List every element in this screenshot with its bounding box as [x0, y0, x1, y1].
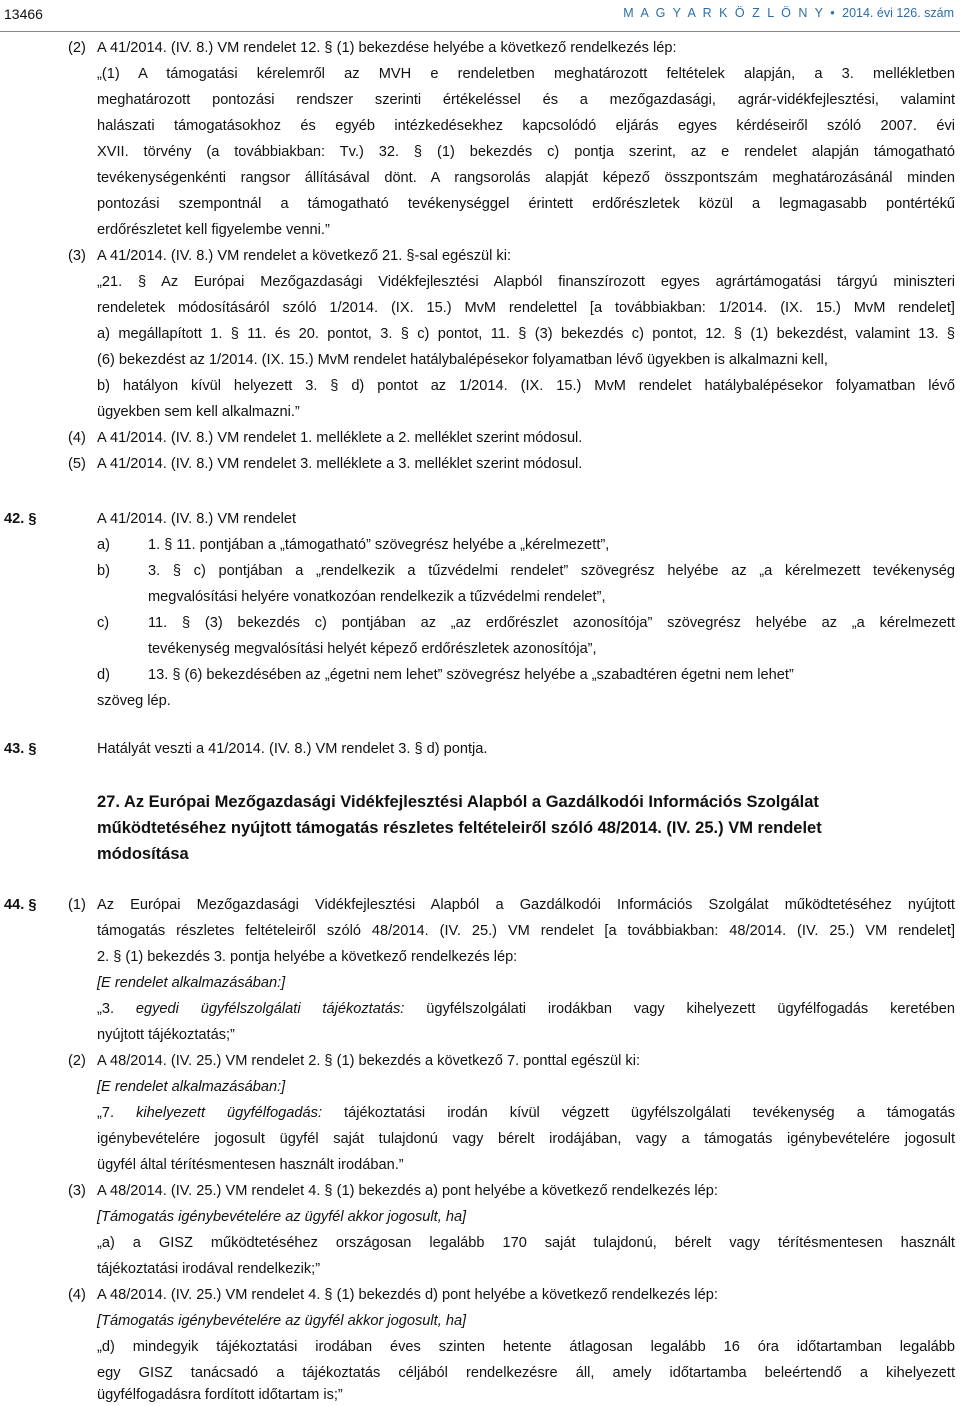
- quote-line: ügyekben sem kell alkalmazni.”: [97, 404, 300, 420]
- paragraph-number: (3): [68, 1183, 86, 1199]
- point-label: a): [97, 537, 110, 553]
- quote-line: ügyfél által térítésmentesen használt irodában.”: [97, 1157, 404, 1173]
- point-label: c): [97, 615, 110, 631]
- header-rule: [0, 31, 960, 32]
- quote-line: tájékoztatási irodával rendelkezik;”: [97, 1261, 321, 1277]
- page-header: [0, 0, 960, 26]
- point-text: 1. § 11. pontjában a „támogatható” szövegrész helyébe a „kérelmezett”,: [148, 537, 610, 553]
- quote-line: erdőrészletet kell figyelembe venni.”: [97, 222, 330, 238]
- header-bullet: •: [830, 6, 837, 20]
- section-number: 42. §: [4, 511, 37, 527]
- paragraph-number: (4): [68, 1287, 86, 1303]
- quote-line: ügyfélfogadásra fordított időtartam is;”: [97, 1387, 343, 1403]
- quote-line: meghatározott pontozási rendszer szerinti értékeléssel és a mezőgazdasági, agrár-vidékfejlesztési, valamint: [97, 92, 955, 108]
- quote-line: a) megállapított 1. § 11. és 20. pontot, 3. § c) pontot, 11. § (3) bekezdés c) pontot, 12. § (1) bekezdést, valamint 13. §: [97, 326, 955, 342]
- paragraph-text: támogatás részletes feltételeiről szóló 48/2014. (IV. 25.) VM rendelet [a továbbiakban: 48/2014. (IV. 25.) VM rendelet]: [97, 923, 955, 939]
- quote-line: rendeletek módosításáról szóló 1/2014. (IX. 15.) MvM rendelettel [a továbbiakban: 1/2014. (IX. 15.) MvM rendelet]: [97, 300, 955, 316]
- section-number: 43. §: [4, 741, 37, 757]
- chapter-title: működtetéséhez nyújtott támogatás részletes feltételeiről szóló 48/2014. (IV. 25.) VM rendelet: [97, 819, 822, 837]
- paragraph-text: A 41/2014. (IV. 8.) VM rendelet 12. § (1) bekezdése helyébe a következő rendelkezés lép:: [97, 40, 677, 56]
- point-text: megvalósítási helyére vonatkozóan rendelkezik a tűzvédelmi rendelet”,: [148, 589, 606, 605]
- quote-rest: ügyfélszolgálati irodákban vagy kihelyezett ügyfélfogadás keretében: [404, 1001, 955, 1017]
- defined-term: kihelyezett ügyfélfogadás:: [136, 1105, 322, 1121]
- quote-start: „3.: [97, 1001, 136, 1017]
- quote-line: egy GISZ tanácsadó a tájékoztatás céljából rendelkezésre áll, amely időtartamba beleértendő a kihelyezett: [97, 1365, 955, 1381]
- paragraph-number: (2): [68, 1053, 86, 1069]
- section-text: Hatályát veszti a 41/2014. (IV. 8.) VM rendelet 3. § d) pontja.: [97, 741, 488, 757]
- section-intro: A 41/2014. (IV. 8.) VM rendelet: [97, 511, 297, 527]
- point-text: 3. § c) pontjában a „rendelkezik a tűzvédelmi rendelet” szövegrész helyébe az „a kérelmezett tevékenység: [148, 563, 955, 579]
- page-number: 13466: [4, 6, 43, 22]
- quote-line: [97, 999, 955, 1019]
- paragraph-text: Az Európai Mezőgazdasági Vidékfejlesztési Alapból a Gazdálkodói Információs Szolgálat működtetéséhez nyújtott: [97, 897, 955, 913]
- paragraph-text: A 48/2014. (IV. 25.) VM rendelet 4. § (1) bekezdés d) pont helyébe a következő rendelkezés lép:: [97, 1287, 718, 1303]
- paragraph-number: (3): [68, 248, 86, 264]
- paragraph-number: (2): [68, 40, 86, 56]
- paragraph-text: A 41/2014. (IV. 8.) VM rendelet a következő 21. §-sal egészül ki:: [97, 248, 511, 264]
- paragraph-number: (5): [68, 456, 86, 472]
- context-note: [Támogatás igénybevételére az ügyfél akkor jogosult, ha]: [97, 1313, 467, 1329]
- point-text: 11. § (3) bekezdés c) pontjában az „az erdőrészlet azonosítója” szövegrész helyébe az „a kérelmezett: [148, 615, 955, 631]
- quote-line: „21. § Az Európai Mezőgazdasági Vidékfejlesztési Alapból finanszírozott egyes agrártámogatási tárgyú miniszteri: [97, 274, 955, 290]
- quote-line: XVII. törvény (a továbbiakban: Tv.) 32. § (1) bekezdés c) pontja szerint, az e rendelet alapján támogatható: [97, 144, 955, 160]
- point-text: szöveg lép.: [97, 693, 171, 709]
- quote-rest: tájékoztatási irodán kívül végzett ügyfélszolgálati tevékenység a támogatás: [322, 1105, 956, 1121]
- paragraph-text: A 48/2014. (IV. 25.) VM rendelet 2. § (1) bekezdés a következő 7. ponttal egészül ki:: [97, 1053, 640, 1069]
- publication-name: M A G Y A R K Ö Z L Ö N Y: [623, 6, 825, 20]
- quote-line: tevékenységenkénti rangsor állításával dönt. A rangsorolás alapját képező összpontszám meghatározásánál minden: [97, 170, 955, 186]
- point-label: d): [97, 667, 110, 683]
- issue-number: 2014. évi 126. szám: [842, 6, 954, 20]
- point-label: b): [97, 563, 110, 579]
- context-note: [E rendelet alkalmazásában:]: [97, 975, 286, 991]
- context-note: [Támogatás igénybevételére az ügyfél akkor jogosult, ha]: [97, 1209, 467, 1225]
- paragraph-number: (4): [68, 430, 86, 446]
- quote-line: igénybevételére jogosult ügyfél saját tulajdonú vagy bérelt irodájában, vagy a támogatás igénybevételére jogosult: [97, 1131, 955, 1147]
- publication-title: [623, 6, 954, 20]
- paragraph-text: A 48/2014. (IV. 25.) VM rendelet 4. § (1) bekezdés a) pont helyébe a következő rendelkezés lép:: [97, 1183, 718, 1199]
- paragraph-text: A 41/2014. (IV. 8.) VM rendelet 3. melléklete a 3. melléklet szerint módosul.: [97, 456, 583, 472]
- chapter-title: 27. Az Európai Mezőgazdasági Vidékfejlesztési Alapból a Gazdálkodói Információs Szolgálat: [97, 793, 819, 811]
- paragraph-number: (1): [68, 897, 86, 913]
- section-number: 44. §: [4, 897, 37, 913]
- quote-start: „7.: [97, 1105, 137, 1121]
- quote-line: nyújtott tájékoztatás;”: [97, 1027, 235, 1043]
- quote-line: „d) mindegyik tájékoztatási irodában éves szinten hetente átlagosan legalább 16 óra időtartamban legalább: [97, 1339, 955, 1355]
- paragraph-text: A 41/2014. (IV. 8.) VM rendelet 1. melléklete a 2. melléklet szerint módosul.: [97, 430, 583, 446]
- paragraph-text: 2. § (1) bekezdés 3. pontja helyébe a következő rendelkezés lép:: [97, 949, 518, 965]
- quote-line: halászati támogatásokhoz és egyéb intézkedésekhez kapcsolódó eljárás egyes kérdéseiről szóló 2007. évi: [97, 118, 955, 134]
- chapter-title: módosítása: [97, 845, 189, 863]
- quote-line: b) hatályon kívül helyezett 3. § d) pontot az 1/2014. (IX. 15.) MvM rendelet hatálybalépésekor folyamatban lévő: [97, 378, 955, 394]
- point-text: tevékenység megvalósítási helyét képező erdőrészletek azonosítója”,: [148, 641, 597, 657]
- quote-line: „a) a GISZ működtetéséhez országosan legalább 170 saját tulajdonú, bérelt vagy térítésmentesen használt: [97, 1235, 955, 1251]
- point-text: 13. § (6) bekezdésében az „égetni nem lehet” szövegrész helyébe a „szabadtéren égetni nem lehet”: [148, 667, 794, 683]
- quote-line: „(1) A támogatási kérelemről az MVH e rendeletben meghatározott feltételek alapján, a 3. mellékletben: [97, 66, 955, 82]
- quote-line: [97, 1103, 955, 1123]
- context-note: [E rendelet alkalmazásában:]: [97, 1079, 286, 1095]
- quote-line: pontozási szempontnál a támogatható tevékenységgel érintett erdőrészletek közül a legmagasabb pontértékű: [97, 196, 955, 212]
- quote-line: (6) bekezdést az 1/2014. (IX. 15.) MvM rendelet hatálybalépésekor folyamatban lévő ügyekben is alkalmazni kell,: [97, 352, 828, 368]
- defined-term: egyedi ügyfélszolgálati tájékoztatás:: [135, 1001, 405, 1017]
